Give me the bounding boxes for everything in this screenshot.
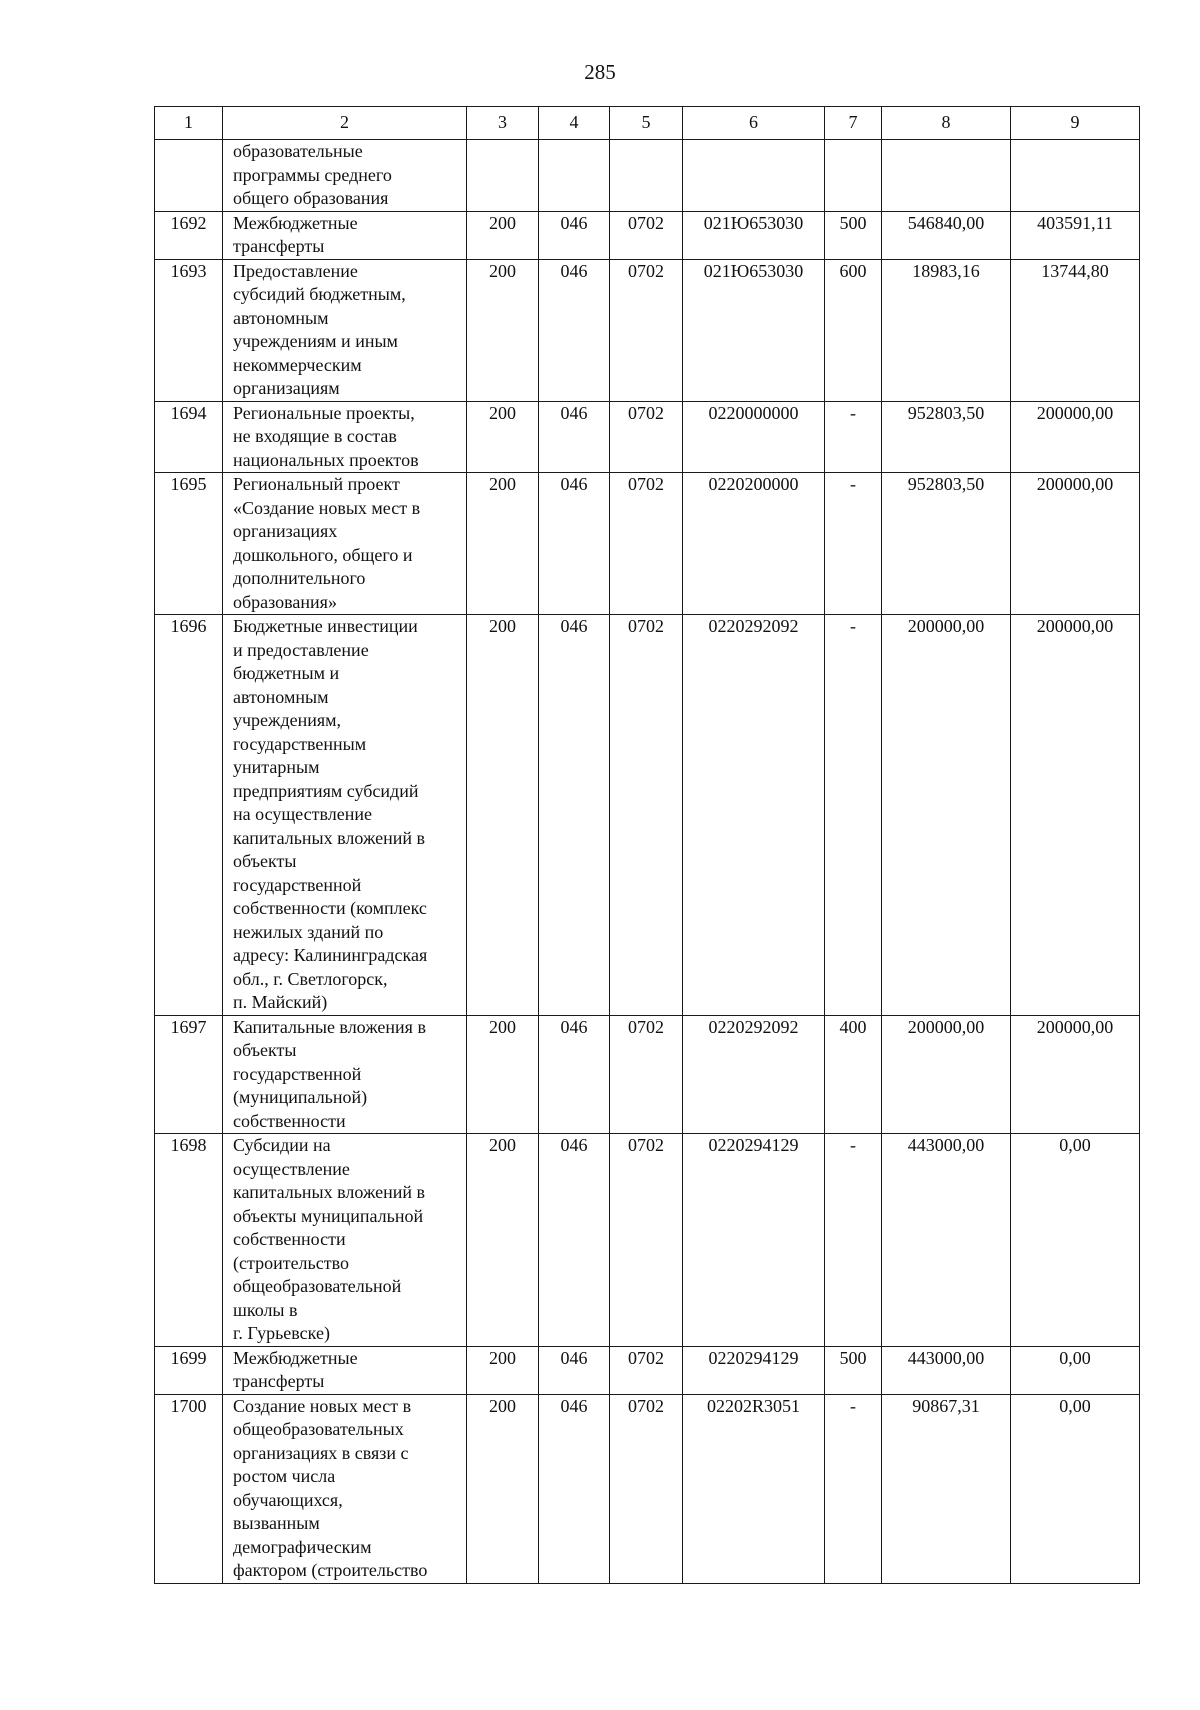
row-col5-cell: 0702 <box>610 1346 683 1394</box>
row-col3-cell: 200 <box>467 1346 539 1394</box>
row-col5-cell: 0702 <box>610 259 683 401</box>
row-col8-cell: 18983,16 <box>882 259 1011 401</box>
row-name-cell: Региональный проект «Создание новых мест в организациях дошкольного, общего и дополнительного образования» <box>223 473 467 615</box>
row-col7-cell: 400 <box>825 1015 882 1134</box>
row-col5-cell: 0702 <box>610 211 683 259</box>
row-col4-cell: 046 <box>539 1346 610 1394</box>
row-col5-cell: 0702 <box>610 473 683 615</box>
row-name-cell: Создание новых мест в общеобразовательных организациях в связи с ростом числа обучающихся, вызванным демографическим фактором (строительство <box>223 1394 467 1583</box>
row-col6-cell: 021Ю653030 <box>683 211 825 259</box>
row-col7-cell: 500 <box>825 211 882 259</box>
row-col8-cell: 952803,50 <box>882 401 1011 473</box>
row-col4-cell: 046 <box>539 1394 610 1583</box>
row-col7-cell: 500 <box>825 1346 882 1394</box>
row-col4-cell: 046 <box>539 401 610 473</box>
row-col6-cell: 0220294129 <box>683 1346 825 1394</box>
header-row <box>155 107 1140 140</box>
row-col8-cell: 443000,00 <box>882 1134 1011 1347</box>
header-cell: 3 <box>467 107 539 140</box>
row-col7-cell <box>825 140 882 212</box>
row-name-cell: Межбюджетные трансферты <box>223 1346 467 1394</box>
row-col8-cell: 200000,00 <box>882 615 1011 1016</box>
row-col4-cell <box>539 140 610 212</box>
row-col8-cell: 200000,00 <box>882 1015 1011 1134</box>
row-col9-cell: 403591,11 <box>1011 211 1140 259</box>
row-number-cell: 1696 <box>155 615 223 1016</box>
row-col5-cell: 0702 <box>610 401 683 473</box>
row-col3-cell: 200 <box>467 401 539 473</box>
header-cell: 6 <box>683 107 825 140</box>
row-col9-cell: 200000,00 <box>1011 473 1140 615</box>
row-col4-cell: 046 <box>539 259 610 401</box>
row-col6-cell: 02202R3051 <box>683 1394 825 1583</box>
row-col3-cell <box>467 140 539 212</box>
row-col3-cell: 200 <box>467 473 539 615</box>
row-name-cell: Капитальные вложения в объекты государственной (муниципальной) собственности <box>223 1015 467 1134</box>
row-number-cell: 1695 <box>155 473 223 615</box>
row-col6-cell: 0220292092 <box>683 615 825 1016</box>
row-number-cell: 1697 <box>155 1015 223 1134</box>
row-col6-cell <box>683 140 825 212</box>
row-col9-cell: 0,00 <box>1011 1346 1140 1394</box>
row-col8-cell: 90867,31 <box>882 1394 1011 1583</box>
row-number-cell: 1694 <box>155 401 223 473</box>
row-col4-cell: 046 <box>539 615 610 1016</box>
row-col4-cell: 046 <box>539 1134 610 1347</box>
header-cell: 4 <box>539 107 610 140</box>
row-col7-cell: 600 <box>825 259 882 401</box>
row-col5-cell: 0702 <box>610 1015 683 1134</box>
row-col7-cell: - <box>825 615 882 1016</box>
row-col5-cell: 0702 <box>610 1134 683 1347</box>
row-col8-cell: 952803,50 <box>882 473 1011 615</box>
row-col6-cell: 021Ю653030 <box>683 259 825 401</box>
row-col7-cell: - <box>825 1134 882 1347</box>
row-name-cell: Субсидии на осуществление капитальных вложений в объекты муниципальной собственности (строительство общеобразовательной школы в г. Гурьевске) <box>223 1134 467 1347</box>
row-number-cell <box>155 140 223 212</box>
row-col5-cell: 0702 <box>610 1394 683 1583</box>
row-col3-cell: 200 <box>467 615 539 1016</box>
header-cell: 8 <box>882 107 1011 140</box>
row-col7-cell: - <box>825 401 882 473</box>
table-row <box>155 615 1140 1016</box>
row-col9-cell: 200000,00 <box>1011 401 1140 473</box>
row-number-cell: 1699 <box>155 1346 223 1394</box>
row-col9-cell: 200000,00 <box>1011 1015 1140 1134</box>
row-col9-cell: 0,00 <box>1011 1394 1140 1583</box>
row-number-cell: 1692 <box>155 211 223 259</box>
row-col3-cell: 200 <box>467 1394 539 1583</box>
table-row <box>155 1346 1140 1394</box>
table-row <box>155 1015 1140 1134</box>
row-col8-cell: 443000,00 <box>882 1346 1011 1394</box>
row-number-cell: 1693 <box>155 259 223 401</box>
row-col3-cell: 200 <box>467 1134 539 1347</box>
row-name-cell: Бюджетные инвестиции и предоставление бюджетным и автономным учреждениям, государственным унитарным предприятиям субсидий на осуществление капитальных вложений в объекты государственной собственности (комплекс нежилых зданий по адресу: Калининградская обл., г. Светлогорск, п. Майский) <box>223 615 467 1016</box>
row-col9-cell: 200000,00 <box>1011 615 1140 1016</box>
row-col3-cell: 200 <box>467 211 539 259</box>
row-name-cell: Межбюджетные трансферты <box>223 211 467 259</box>
row-name-cell: Предоставление субсидий бюджетным, автономным учреждениям и иным некоммерческим организациям <box>223 259 467 401</box>
row-col5-cell: 0702 <box>610 615 683 1016</box>
table-row <box>155 211 1140 259</box>
row-name-cell: образовательные программы среднего общего образования <box>223 140 467 212</box>
budget-table <box>154 106 1140 1584</box>
row-col4-cell: 046 <box>539 211 610 259</box>
row-number-cell: 1698 <box>155 1134 223 1347</box>
table-row <box>155 259 1140 401</box>
table-row <box>155 401 1140 473</box>
row-col3-cell: 200 <box>467 259 539 401</box>
row-number-cell: 1700 <box>155 1394 223 1583</box>
row-col8-cell: 546840,00 <box>882 211 1011 259</box>
row-col6-cell: 0220200000 <box>683 473 825 615</box>
header-cell: 2 <box>223 107 467 140</box>
row-col7-cell: - <box>825 473 882 615</box>
header-cell: 5 <box>610 107 683 140</box>
row-col6-cell: 0220292092 <box>683 1015 825 1134</box>
row-name-cell: Региональные проекты, не входящие в состав национальных проектов <box>223 401 467 473</box>
row-col7-cell: - <box>825 1394 882 1583</box>
row-col6-cell: 0220000000 <box>683 401 825 473</box>
table-row <box>155 473 1140 615</box>
table-row <box>155 140 1140 212</box>
header-cell: 1 <box>155 107 223 140</box>
row-col8-cell <box>882 140 1011 212</box>
table-body <box>155 140 1140 1584</box>
row-col9-cell: 0,00 <box>1011 1134 1140 1347</box>
page-number: 285 <box>584 60 616 84</box>
header-cell: 7 <box>825 107 882 140</box>
row-col9-cell <box>1011 140 1140 212</box>
row-col3-cell: 200 <box>467 1015 539 1134</box>
row-col6-cell: 0220294129 <box>683 1134 825 1347</box>
header-cell: 9 <box>1011 107 1140 140</box>
row-col4-cell: 046 <box>539 473 610 615</box>
table-row <box>155 1394 1140 1583</box>
row-col9-cell: 13744,80 <box>1011 259 1140 401</box>
row-col5-cell <box>610 140 683 212</box>
table-header <box>155 107 1140 140</box>
table-row <box>155 1134 1140 1347</box>
row-col4-cell: 046 <box>539 1015 610 1134</box>
